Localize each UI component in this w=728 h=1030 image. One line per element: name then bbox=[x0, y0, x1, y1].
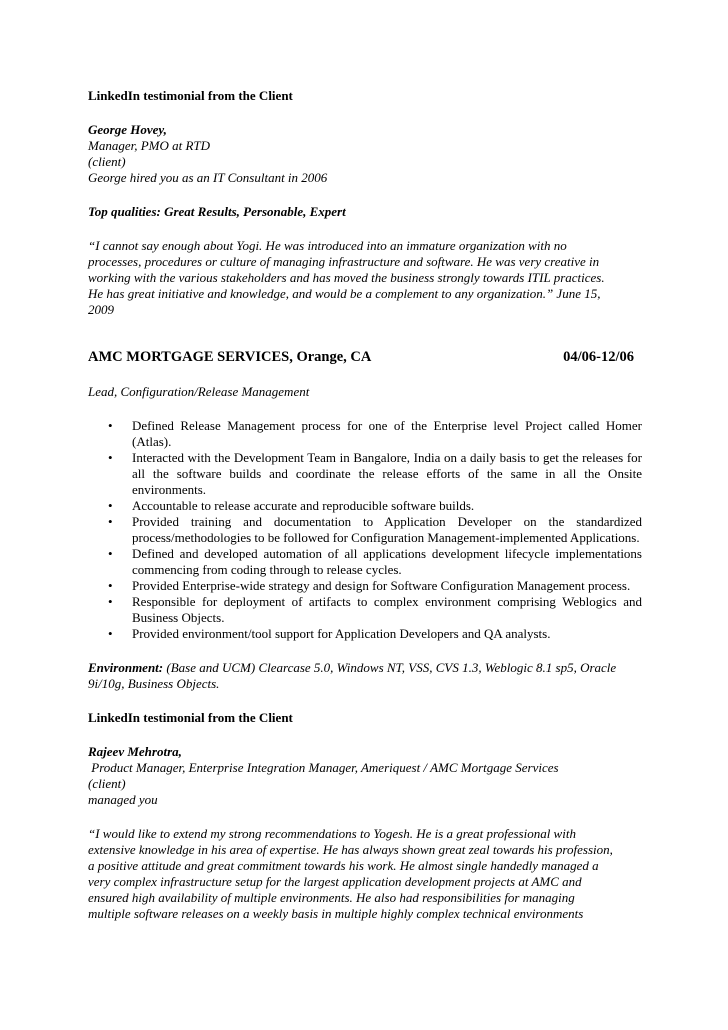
bullet-icon: • bbox=[108, 418, 113, 433]
testimonial-author-name: Rajeev Mehrotra, bbox=[88, 744, 182, 759]
bullet-icon: • bbox=[108, 514, 113, 529]
testimonial-author-title: Manager, PMO at RTD bbox=[88, 138, 211, 153]
job-responsibilities-list bbox=[88, 418, 642, 642]
list-item: • Responsible for deployment of artifacts to complex environment comprising Weblogics and Business Objects. bbox=[108, 594, 642, 625]
environment-label: Environment: bbox=[88, 660, 164, 675]
quote-line: very complex infrastructure setup for the largest application development projects at AMC and bbox=[88, 874, 582, 889]
job-role: Lead, Configuration/Release Management bbox=[88, 384, 310, 399]
testimonial-author-title: Product Manager, Enterprise Integration Manager, Ameriquest / AMC Mortgage Services bbox=[88, 760, 559, 775]
testimonial-author-relation: (client) bbox=[88, 154, 126, 169]
list-item: • Provided environment/tool support for Application Developers and QA analysts. bbox=[108, 626, 551, 641]
testimonial-quote bbox=[88, 238, 642, 318]
testimonial-heading: LinkedIn testimonial from the Client bbox=[88, 88, 293, 103]
quote-line: 2009 bbox=[88, 302, 114, 317]
testimonial-top-qualities: Top qualities: Great Results, Personable, Expert bbox=[88, 204, 346, 219]
bullet-icon: • bbox=[108, 546, 113, 561]
quote-line: “I cannot say enough about Yogi. He was introduced into an immature organization with no bbox=[88, 238, 567, 253]
testimonial-quote bbox=[88, 826, 642, 922]
testimonial-managed-note: managed you bbox=[88, 792, 158, 807]
quote-line: ensured high availability of multiple environments. He also had responsibilities for managing bbox=[88, 890, 575, 905]
bullet-icon: • bbox=[108, 498, 113, 513]
testimonial-heading: LinkedIn testimonial from the Client bbox=[88, 710, 293, 725]
quote-line: working with the various stakeholders and has moved the business strongly towards ITIL practices. bbox=[88, 270, 605, 285]
quote-line: processes, procedures or culture of managing infrastructure and software. He was very creative in bbox=[88, 254, 600, 269]
list-item: • Defined Release Management process for one of the Enterprise level Project called Homer (Atlas). bbox=[108, 418, 642, 449]
list-item: • Accountable to release accurate and reproducible software builds. bbox=[108, 498, 475, 513]
environment-line: 9i/10g, Business Objects. bbox=[88, 676, 220, 691]
list-item: • Provided training and documentation to Application Developer on the standardized process/methodologies to be followed for Configuration Management-implemented Applications. bbox=[108, 514, 642, 545]
job-header bbox=[88, 349, 642, 366]
testimonial-hired-note: George hired you as an IT Consultant in 2006 bbox=[88, 170, 328, 185]
page-content bbox=[88, 88, 642, 922]
job-company: AMC MORTGAGE SERVICES, Orange, CA bbox=[88, 349, 372, 365]
bullet-icon: • bbox=[108, 578, 113, 593]
bullet-icon: • bbox=[108, 450, 113, 465]
testimonial-author-name: George Hovey, bbox=[88, 122, 167, 137]
quote-line: multiple software releases on a weekly basis in multiple highly complex technical environments bbox=[88, 906, 584, 921]
job-environment bbox=[88, 660, 642, 692]
list-item: • Defined and developed automation of all applications development lifecycle implementations commencing from coding through to release cycles. bbox=[108, 546, 642, 577]
bullet-icon: • bbox=[108, 626, 113, 641]
testimonial-author-relation: (client) bbox=[88, 776, 126, 791]
quote-line: “I would like to extend my strong recommendations to Yogesh. He is a great professional with bbox=[88, 826, 576, 841]
list-item: • Provided Enterprise-wide strategy and design for Software Configuration Management process. bbox=[108, 578, 631, 593]
quote-line: extensive knowledge in his area of expertise. He has always shown great zeal towards his profession, bbox=[88, 842, 613, 857]
quote-line: He has great initiative and knowledge, and would be a complement to any organization.” June 15, bbox=[88, 286, 601, 301]
list-item: • Interacted with the Development Team in Bangalore, India on a daily basis to get the releases for all the software builds and coordinate the release efforts of the same in all the Onsite environments. bbox=[108, 450, 642, 497]
environment-line: (Base and UCM) Clearcase 5.0, Windows NT, VSS, CVS 1.3, Weblogic 8.1 sp5, Oracle bbox=[163, 660, 617, 675]
quote-line: a positive attitude and great commitment towards his work. He almost single handedly managed a bbox=[88, 858, 599, 873]
job-dates: 04/06-12/06 bbox=[563, 349, 634, 365]
bullet-icon: • bbox=[108, 594, 113, 609]
